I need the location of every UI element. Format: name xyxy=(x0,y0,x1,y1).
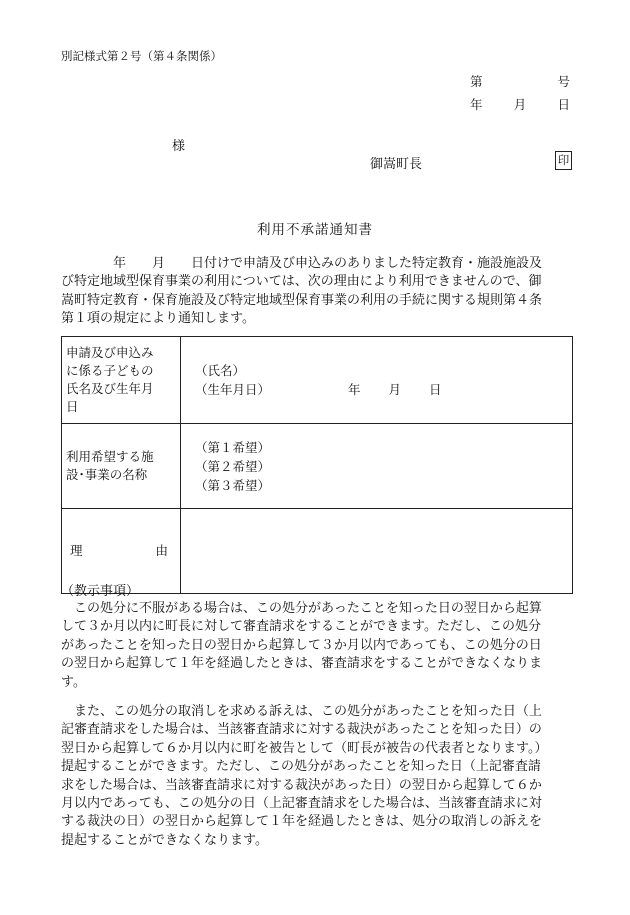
birthdate-field xyxy=(195,380,558,399)
reason-label xyxy=(66,542,176,560)
date-day: 日 xyxy=(557,97,570,112)
notice-line: 翌日から起算して６か月以内に町を被告として（町長が被告の代表者となります。） xyxy=(61,740,548,756)
issue-date xyxy=(470,95,570,113)
choice-3: （第３希望） xyxy=(195,477,271,493)
child-label-line: に係る子どもの xyxy=(66,363,154,379)
choice-1: （第１希望） xyxy=(195,439,271,455)
reason-label-right: 由 xyxy=(155,543,168,559)
notice-line: この処分に不服がある場合は、この処分があったことを知った日の翌日から起算 xyxy=(61,601,542,616)
form-number: 別記様式第２号（第４条関係） xyxy=(61,49,222,63)
notice-line: す。 xyxy=(61,674,86,690)
birth-year: 年 xyxy=(348,382,361,397)
child-label-line: 氏名及び生年月 xyxy=(66,381,154,396)
sender-name: 御嵩町長 xyxy=(370,157,423,172)
notice-line: 求をした場合は、当該審査請求に対する裁決があった日）の翌日から起算して６か xyxy=(61,777,542,793)
notice-line: 提起することができます。ただし、この処分があったことを知った日（上記審査請 xyxy=(61,759,541,775)
notice-line: 提起することができなくなります。 xyxy=(61,832,268,848)
document-title: 利用不承諾通知書 xyxy=(257,222,373,238)
facility-label-cell xyxy=(62,424,181,509)
seal-mark: 印 xyxy=(555,151,572,170)
number-suffix: 号 xyxy=(557,74,570,89)
intro-line: 年 月 日付けで申請及び申込みのありました特定教育・施設施設及 xyxy=(61,256,543,271)
facility-label-line: 設･事業の名称 xyxy=(66,467,148,482)
reason-label-left: 理 xyxy=(70,543,83,559)
child-value-cell xyxy=(181,337,573,424)
birth-day: 日 xyxy=(429,382,442,397)
notice-line: する裁決の日）の翌日から起算して１年を経過したときは、処分の取消しの訴えを xyxy=(61,814,543,830)
addressee: 様 xyxy=(172,139,186,154)
choice-2: （第２希望） xyxy=(195,458,271,474)
notice-heading: （教示事項） xyxy=(61,584,140,599)
facility-label-line: 利用希望する施 xyxy=(66,449,154,465)
child-label-line: 日 xyxy=(66,398,79,414)
notice-line: して３か月以内に町長に対して審査請求をすることができます。ただし、この処分 xyxy=(61,619,541,635)
notice-paragraph-2 xyxy=(61,703,573,850)
notice-line: があったことを知った日の翌日から起算して３か月以内であっても、この処分の日 xyxy=(61,637,542,653)
notice-line: 記審査請求をした場合は、当該審査請求に対する裁決があったことを知った日）の xyxy=(61,722,542,738)
notice-line: の翌日から起算して１年を経過したときは、審査請求をすることができなくなりま xyxy=(61,656,543,672)
date-month: 月 xyxy=(513,97,527,112)
birth-month: 月 xyxy=(388,382,402,397)
intro-paragraph xyxy=(61,255,573,329)
birthdate-label: （生年月日） xyxy=(195,382,271,397)
intro-line: 嵩町特定教育・保育施設及び特定地域型保育事業の利用の手続に関する規則第４条 xyxy=(61,292,543,308)
notice-line: 月以内であっても、この処分の日（上記審査請求をした場合は、当該審査請求に対 xyxy=(61,796,542,812)
application-table xyxy=(61,336,573,594)
intro-line: 第１項の規定により通知します。 xyxy=(61,311,255,327)
date-year: 年 xyxy=(470,97,483,112)
number-prefix: 第 xyxy=(470,74,483,89)
child-row xyxy=(62,337,573,424)
facility-value-cell xyxy=(181,424,573,509)
intro-line: び特定地域型保育事業の利用については、次の理由により利用できませんので、御 xyxy=(61,274,542,290)
facility-row xyxy=(62,424,573,509)
notice-paragraph-1 xyxy=(61,600,573,692)
reason-value-cell xyxy=(181,509,573,594)
notice-line: また、この処分の取消しを求める訴えは、この処分があったことを知った日（上 xyxy=(61,704,542,719)
name-field-label: （氏名） xyxy=(195,363,246,378)
document-number xyxy=(470,72,570,90)
child-label-cell xyxy=(62,337,181,424)
child-label-line: 申請及び申込み xyxy=(66,345,154,361)
